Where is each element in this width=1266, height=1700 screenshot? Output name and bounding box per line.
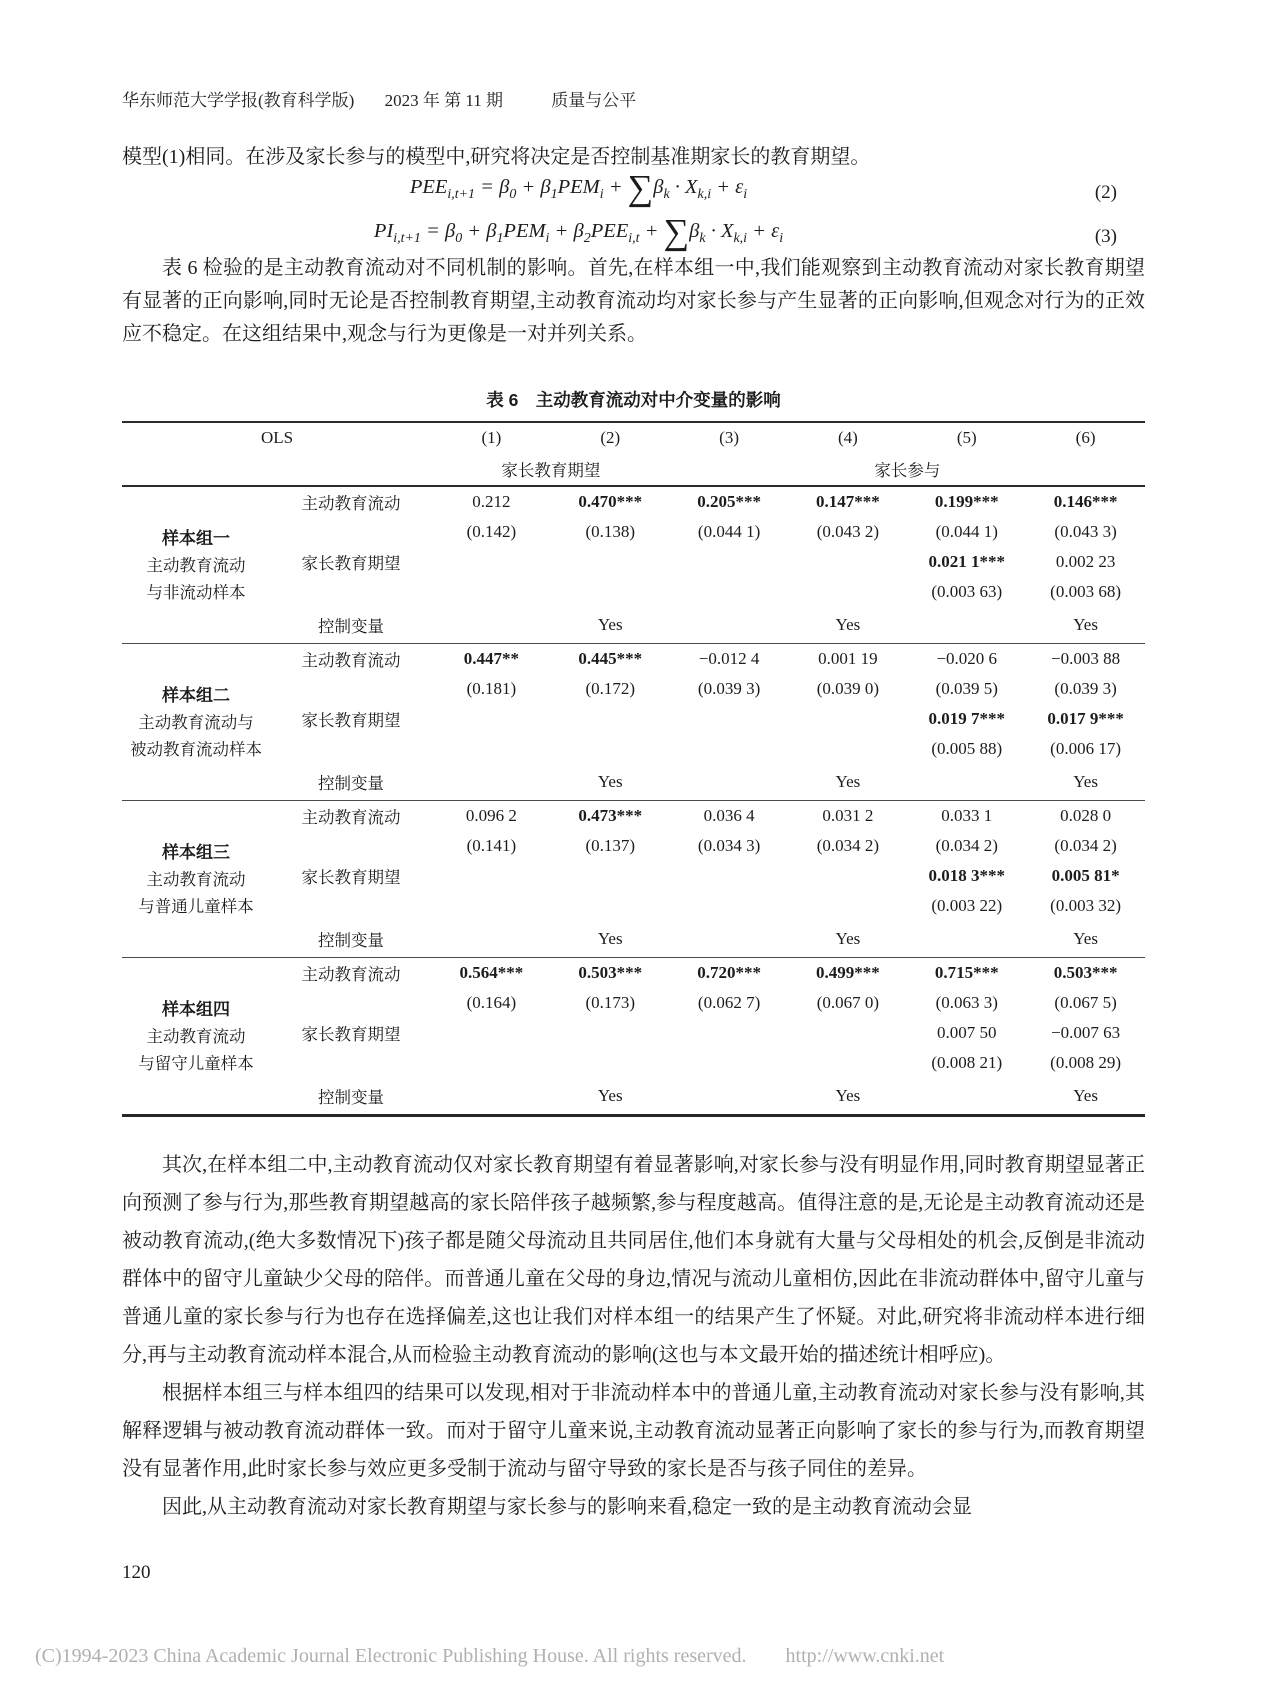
table-cell [789, 861, 908, 890]
row-label: 主动教育流动 [301, 807, 401, 827]
table-cell [789, 1018, 908, 1047]
copyright-footer [35, 1645, 1235, 1668]
sample-group [122, 487, 1145, 644]
group-description-line: 主动教育流动 [146, 869, 246, 889]
table-cell: (0.008 29) [1050, 1052, 1121, 1072]
table-cell [670, 861, 789, 890]
group-name: 样本组二 [162, 685, 230, 705]
table-cell: (0.142) [466, 521, 517, 541]
row-label: 控制变量 [318, 774, 384, 793]
table-cell: (0.044 1) [935, 521, 998, 541]
equation-2-number: (2) [1094, 182, 1117, 203]
group-description-line: 与普通儿童样本 [138, 896, 254, 916]
table-cell: 0.017 9*** [1047, 708, 1124, 728]
table-cell: (0.003 68) [1050, 581, 1121, 601]
equation-2 [122, 167, 1145, 216]
journal-header [122, 86, 636, 111]
group-description-line: 与留守儿童样本 [138, 1053, 254, 1073]
table-cell [432, 547, 551, 576]
table-cell [551, 576, 670, 607]
table-cell: 0.212 [472, 491, 511, 511]
table-cell: (0.003 32) [1050, 895, 1121, 915]
table-cell [789, 547, 908, 576]
row-label [270, 987, 432, 1018]
group-name: 样本组三 [162, 842, 230, 862]
table-cell [432, 1078, 551, 1114]
table-cell: 0.001 19 [818, 648, 878, 668]
table-cell [551, 890, 670, 921]
table-cell [432, 607, 551, 643]
table-6-title: 表 6 主动教育流动对中介变量的影响 [486, 390, 781, 410]
column-header: (4) [838, 428, 858, 447]
copyright-text: (C)1994-2023 China Academic Journal Electronic Publishing House. All rights reserved. [35, 1645, 747, 1667]
table-header [122, 421, 1145, 487]
table-cell [670, 890, 789, 921]
table-cell [670, 576, 789, 607]
table-cell [670, 1047, 789, 1078]
row-label: 控制变量 [318, 931, 384, 950]
table-cell [907, 1078, 1026, 1114]
table-cell: 0.146*** [1053, 491, 1118, 511]
equation-3-formula: $PI_{i,t+1} = \beta_0 + \beta_1PEM_i + \beta_2PEE_{i,t} + \sum\beta_k \cdot X_{k,i} + \varepsilon_i$ [373, 211, 784, 252]
table-cell: −0.020 6 [936, 648, 998, 668]
table-cell [789, 704, 908, 733]
page-number: 120 [122, 1562, 151, 1583]
panel-header: 家长参与 [874, 461, 941, 480]
table-cell [670, 764, 789, 800]
table-cell: (0.008 21) [931, 1052, 1003, 1072]
table-cell: (0.039 3) [1054, 678, 1117, 698]
table-cell: (0.003 63) [931, 581, 1003, 601]
table-cell [789, 733, 908, 764]
regression-table [122, 421, 1145, 1117]
row-label: 主动教育流动 [301, 493, 401, 513]
table-cell [670, 607, 789, 643]
table-6 [122, 385, 1145, 1117]
table-cell: Yes [597, 615, 623, 634]
row-label: 控制变量 [318, 1088, 384, 1107]
sample-group [122, 801, 1145, 958]
table-cell [551, 547, 670, 576]
group-label [122, 487, 270, 643]
table-cell: 0.503*** [1053, 962, 1118, 982]
table-cell: Yes [835, 772, 861, 791]
table-cell: Yes [1073, 929, 1098, 948]
row-label: 家长教育期望 [301, 553, 401, 573]
cnki-url: http://www.cnki.net [785, 1645, 945, 1667]
discussion-text [122, 1146, 1145, 1526]
table-cell: 0.445*** [578, 648, 643, 668]
table-cell: (0.067 0) [816, 992, 880, 1012]
table-cell: 0.018 3*** [928, 865, 1005, 885]
table-cell: 0.715*** [934, 962, 999, 982]
table-cell: (0.173) [585, 992, 636, 1012]
table-cell [432, 704, 551, 733]
table-cell [670, 547, 789, 576]
table-cell: 0.470*** [578, 491, 643, 511]
table-cell: (0.172) [585, 678, 636, 698]
table-cell: (0.039 5) [935, 678, 998, 698]
table-cell [432, 1047, 551, 1078]
group-name: 样本组一 [162, 528, 230, 548]
table-cell: 0.564*** [459, 962, 524, 982]
table-cell: 0.007 50 [936, 1022, 997, 1042]
group-label [122, 644, 270, 800]
column-header: (1) [481, 428, 502, 447]
column-header: (3) [719, 428, 739, 447]
paragraph-table6-intro: 表 6 检验的是主动教育流动对不同机制的影响。首先,在样本组一中,我们能观察到主动教育流动对家长教育期望有显著的正向影响,同时无论是否控制教育期望,主动教育流动均对家长参与产生显著的正向影响,但观念对行为的正效应不稳定。在这组结果中,观念与行为更像是一对并列关系。 [122, 257, 1145, 345]
table-cell: (0.181) [466, 678, 517, 698]
row-label [270, 673, 432, 704]
table-cell: −0.003 88 [1051, 648, 1121, 668]
table-cell: Yes [835, 615, 861, 634]
table-cell: Yes [597, 929, 623, 948]
table-cell: 0.028 0 [1060, 805, 1112, 825]
group-description-line: 主动教育流动与 [138, 712, 254, 732]
table-cell: (0.164) [466, 992, 517, 1012]
table-cell: Yes [1073, 1086, 1098, 1105]
table-cell [432, 861, 551, 890]
row-label [270, 830, 432, 861]
table-cell: (0.141) [466, 835, 517, 855]
row-label: 控制变量 [318, 617, 384, 636]
table-cell: 0.447** [463, 648, 520, 668]
table-cell [670, 921, 789, 957]
paragraph-group2-discussion: 其次,在样本组二中,主动教育流动仅对家长教育期望有着显著影响,对家长参与没有明显作用,同时教育期望显著正向预测了参与行为,那些教育期望越高的家长陪伴孩子越频繁,参与程度越高。值得注意的是,无论是主动教育流动还是被动教育流动,(绝大多数情况下)孩子都是随父母流动且共同居住,他们本身就有大量与父母相处的机会,反倒是非流动群体中的留守儿童缺少父母的陪伴。而普通儿童在父母的身边,情况与流动儿童相仿,因此在非流动群体中,留守儿童与普通儿童的家长参与行为也存在选择偏差,这也让我们对样本组一的结果产生了怀疑。对此,研究将非流动样本进行细分,再与主动教育流动样本混合,从而检验主动教育流动的影响(这也与本文最开始的描述统计相呼应)。 [122, 1154, 1145, 1366]
table-cell: Yes [835, 929, 861, 948]
table-cell [670, 1078, 789, 1114]
row-label [270, 890, 432, 921]
table-estimator-label: OLS [260, 428, 294, 447]
table-cell: 0.473*** [578, 805, 643, 825]
table-cell: (0.034 2) [935, 835, 998, 855]
table-cell: (0.006 17) [1050, 738, 1121, 758]
table-cell: Yes [835, 1086, 861, 1105]
table-cell [432, 764, 551, 800]
row-label [270, 733, 432, 764]
table-cell [789, 576, 908, 607]
table-cell [432, 576, 551, 607]
table-cell [551, 1047, 670, 1078]
table-cell: 0.033 1 [941, 805, 993, 825]
table-cell: (0.034 2) [1054, 835, 1117, 855]
table-cell [670, 733, 789, 764]
table-cell: Yes [1073, 615, 1098, 634]
table-cell [432, 733, 551, 764]
row-label: 家长教育期望 [301, 867, 401, 887]
equation-3-number: (3) [1094, 226, 1117, 247]
row-label [270, 576, 432, 607]
table-cell [789, 1047, 908, 1078]
panel-header: 家长教育期望 [501, 461, 601, 480]
table-cell: Yes [597, 772, 623, 791]
table-cell: 0.031 2 [822, 805, 874, 825]
group-label [122, 958, 270, 1114]
table-cell: 0.147*** [816, 491, 880, 511]
group-description-line: 主动教育流动 [146, 1026, 246, 1046]
table-cell [551, 733, 670, 764]
journal-issue: 2023 年 第 11 期 [384, 91, 503, 110]
table-cell: (0.034 3) [697, 835, 761, 855]
table-cell: 0.019 7*** [928, 708, 1005, 728]
row-label: 主动教育流动 [301, 650, 401, 670]
table-cell [551, 704, 670, 733]
table-cell: Yes [597, 1086, 623, 1105]
column-header: (2) [600, 428, 621, 447]
group-name: 样本组四 [162, 999, 230, 1019]
paragraph-group34-discussion: 根据样本组三与样本组四的结果可以发现,相对于非流动样本中的普通儿童,主动教育流动对家长参与没有影响,其解释逻辑与被动教育流动群体一致。而对于留守儿童来说,主动教育流动显著正向影响了家长的参与行为,而教育期望没有显著作用,此时家长参与效应更多受制于流动与留守导致的家长是否与孩子同住的差异。 [122, 1382, 1145, 1480]
table-cell: 0.499*** [816, 962, 880, 982]
table-cell: (0.043 3) [1054, 521, 1117, 541]
row-label [270, 516, 432, 547]
table-cell: 0.021 1*** [928, 551, 1005, 571]
table-cell [907, 764, 1026, 800]
table-cell: (0.138) [585, 521, 636, 541]
paragraph-model-intro: 模型(1)相同。在涉及家长参与的模型中,研究将决定是否控制基准期家长的教育期望。 [122, 146, 871, 168]
table-cell [432, 890, 551, 921]
table-cell: 0.205*** [697, 491, 761, 511]
table-cell: (0.003 22) [931, 895, 1003, 915]
table-cell: 0.199*** [934, 491, 999, 511]
table-cell [432, 1018, 551, 1047]
row-label: 主动教育流动 [301, 964, 401, 984]
group-label [122, 801, 270, 957]
table-cell: (0.044 1) [697, 521, 761, 541]
table-cell: 0.503*** [578, 962, 643, 982]
journal-column-title: 质量与公平 [551, 91, 637, 110]
column-header: (6) [1075, 428, 1096, 447]
table-cell: (0.005 88) [931, 738, 1003, 758]
table-cell [670, 1018, 789, 1047]
table-cell: 0.002 23 [1055, 551, 1116, 571]
table-cell: (0.062 7) [697, 992, 761, 1012]
table-cell [551, 861, 670, 890]
sample-group [122, 958, 1145, 1117]
row-label: 家长教育期望 [301, 1024, 401, 1044]
table-cell: 0.096 2 [465, 805, 517, 825]
table-cell: −0.007 63 [1051, 1022, 1121, 1042]
table-cell: Yes [1073, 772, 1098, 791]
table-cell [907, 607, 1026, 643]
group-description-line: 主动教育流动 [146, 555, 246, 575]
table-cell [432, 921, 551, 957]
table-cell: (0.034 2) [816, 835, 880, 855]
table-cell: (0.039 0) [816, 678, 880, 698]
table-cell [907, 921, 1026, 957]
table-cell: (0.067 5) [1054, 992, 1117, 1012]
table-cell: 0.005 81* [1051, 865, 1120, 885]
group-description-line: 与非流动样本 [146, 582, 246, 602]
paragraph-conclusion-start: 因此,从主动教育流动对家长教育期望与家长参与的影响来看,稳定一致的是主动教育流动会显 [162, 1496, 972, 1518]
journal-name: 华东师范大学学报(教育科学版) [122, 91, 355, 110]
table-cell: (0.063 3) [935, 992, 998, 1012]
equation-2-formula: $PEE_{i,t+1} = \beta_0 + \beta_1PEM_i + \sum\beta_k \cdot X_{k,i} + \varepsilon_i$ [409, 167, 748, 208]
table-cell: 0.036 4 [703, 805, 755, 825]
table-cell: −0.012 4 [698, 648, 760, 668]
table-cell: (0.043 2) [816, 521, 880, 541]
table-cell [551, 1018, 670, 1047]
table-cell [670, 704, 789, 733]
group-description-line: 被动教育流动样本 [130, 739, 262, 759]
table-cell: 0.720*** [697, 962, 761, 982]
row-label: 家长教育期望 [301, 710, 401, 730]
table-cell: (0.137) [585, 835, 636, 855]
row-label [270, 1047, 432, 1078]
column-header: (5) [956, 428, 977, 447]
sample-group [122, 644, 1145, 801]
table-cell [789, 890, 908, 921]
table-cell: (0.039 3) [697, 678, 761, 698]
